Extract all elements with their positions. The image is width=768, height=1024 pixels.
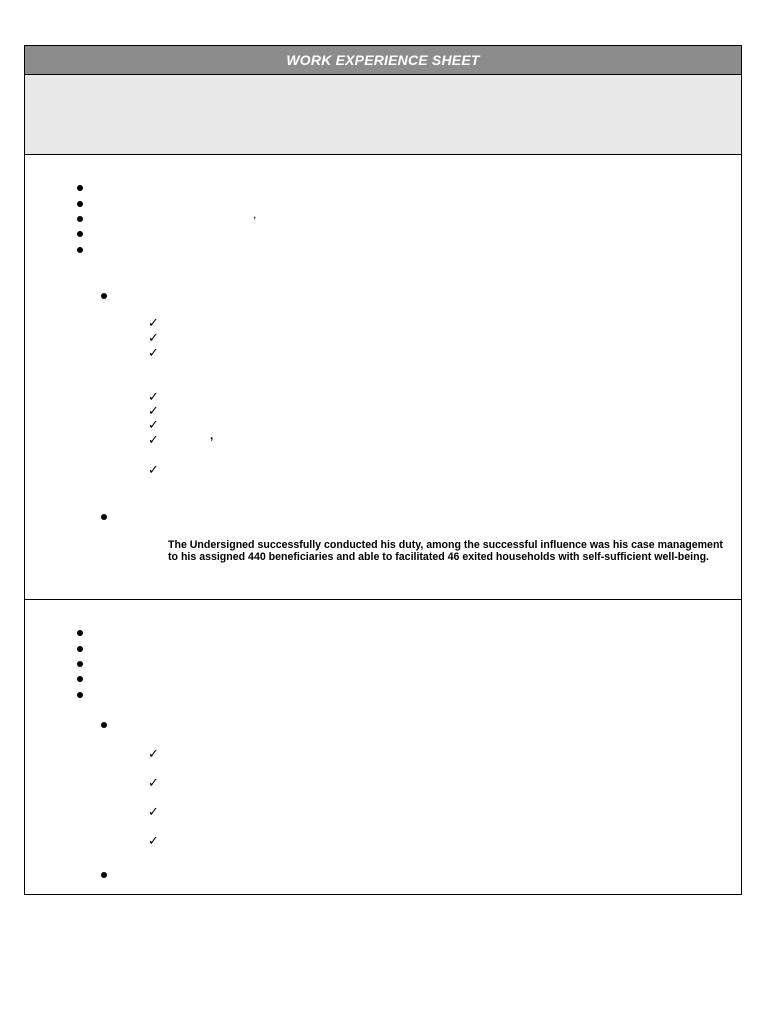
check-mark-icon: ✓ <box>148 433 159 448</box>
bullet-icon <box>77 661 83 667</box>
check-mark-icon: ✓ <box>148 747 159 762</box>
bullet-icon <box>77 247 83 253</box>
bullet-icon <box>101 872 107 878</box>
check-mark-icon: ✓ <box>148 418 159 433</box>
check-mark-icon: ✓ <box>148 834 159 849</box>
bullet-icon <box>77 201 83 207</box>
bullet-icon <box>77 646 83 652</box>
check-mark-icon: ✓ <box>148 316 159 331</box>
check-mark-icon: ✓ <box>148 404 159 419</box>
work-experience-sheet <box>24 45 742 895</box>
title-bar <box>25 46 741 75</box>
bullet-icon <box>77 231 83 237</box>
check-mark-icon: ✓ <box>148 331 159 346</box>
check-mark-icon: ✓ <box>148 346 159 361</box>
bullet-icon <box>77 692 83 698</box>
check-mark-icon: ✓ <box>148 805 159 820</box>
sheet-title: WORK EXPERIENCE SHEET <box>286 52 480 68</box>
comma-mark: , <box>210 428 214 442</box>
check-mark-icon: ✓ <box>148 776 159 791</box>
bullet-icon <box>101 722 107 728</box>
check-mark-icon: ✓ <box>148 390 159 405</box>
section-divider <box>25 599 741 600</box>
bullet-icon <box>77 185 83 191</box>
intro-box <box>25 75 741 155</box>
bullet-icon <box>101 514 107 520</box>
bullet-icon <box>77 216 83 222</box>
bullet-icon <box>101 293 107 299</box>
check-mark-icon: ✓ <box>148 463 159 478</box>
bullet-icon <box>77 630 83 636</box>
comma-mark: , <box>253 207 257 221</box>
summary-paragraph: The Undersigned successfully conducted his duty, among the successful influence was his case management to his assigned 440 beneficiaries and able to facilitated 46 exited households with self-sufficient well-being. <box>168 539 723 563</box>
bullet-icon <box>77 676 83 682</box>
